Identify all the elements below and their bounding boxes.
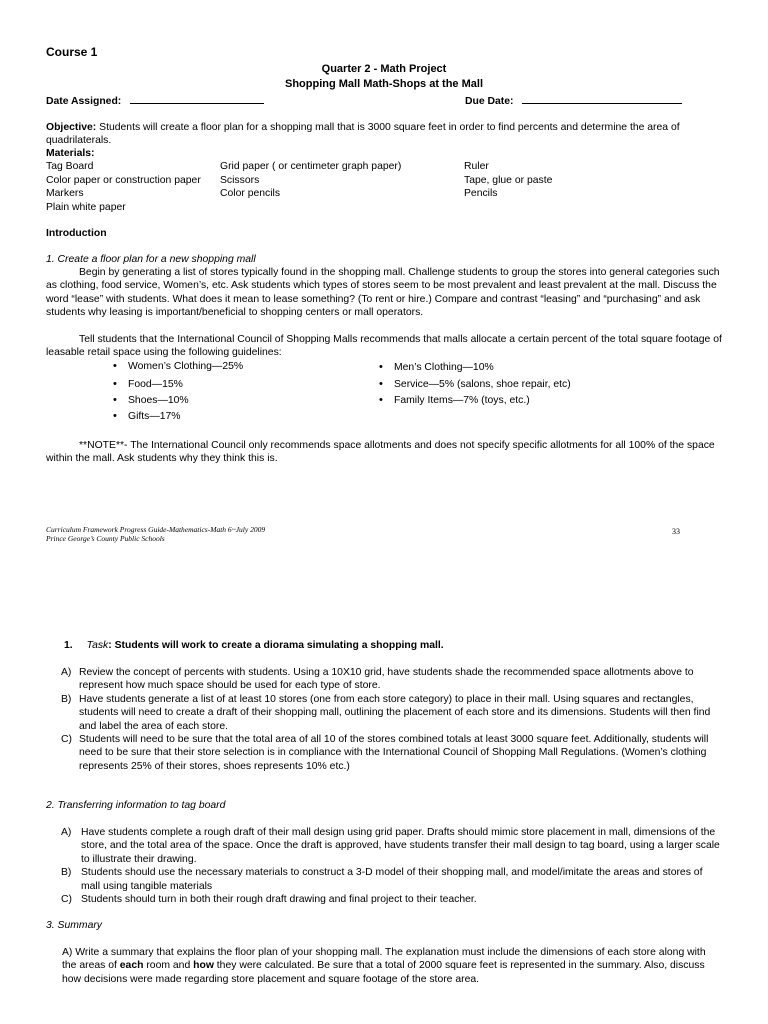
materials-column-2 — [220, 160, 401, 201]
item-letter: B) — [61, 693, 72, 705]
item-text: Students will need to be sure that the total area of all 10 of the stores combined totals at least 3000 square feet. Additionally, students will need to be sure that their store selection is in compliance with the International Council of Shopping Mall Regulations. (Women’s clothing represents 25% of their stores, shoes represents 10% etc.) — [79, 734, 709, 772]
date-assigned-label: Date Assigned: — [46, 96, 122, 107]
guideline-item: • Service—5% (salons, shoe repair, etc) — [394, 378, 571, 391]
course-label: Course 1 — [46, 45, 98, 59]
material-item: Tape, glue or paste — [464, 174, 553, 186]
summary-paragraph — [62, 946, 722, 986]
summary-bold-how: how — [193, 960, 214, 972]
due-date-label: Due Date: — [465, 96, 514, 107]
list-item — [61, 733, 721, 773]
footer-line-2: Prince George’s County Public Schools — [46, 534, 165, 543]
materials-column-1 — [46, 160, 201, 214]
item-text: Have students generate a list of at least 10 stores (one from each store category) to place in their mall. Using squares and rectangles, students will need to create a draft of their shopping mall, outlining the placement of each store and its dimensions. Students will then find and label the area of each store. — [79, 693, 711, 732]
item-text: Have students complete a rough draft of their mall design using grid paper. Drafts should mimic store placement in mall, dimensions of the store, and the total area of the space. Once the draft is approved, have students transfer their mall design to tag board, using a larger scale to illustrate their drawing. — [81, 827, 720, 865]
summary-text-a: A) Write a summary that explains the floor plan of your shopping mall. The explanation must include the dimensions of each store along with the areas of — [62, 947, 706, 972]
material-item: Tag Board — [46, 161, 94, 172]
due-date — [465, 94, 682, 108]
guidelines-paragraph: Tell students that the International Council of Shopping Malls recommends that malls allocate a certain percent of the total square footage of leasable retail space using the following guidelines: — [46, 334, 722, 359]
guideline-item: • Gifts—17% — [128, 410, 181, 423]
transfer-steps — [61, 826, 721, 906]
objective-label: Objective: — [46, 122, 97, 133]
material-item: Ruler — [464, 161, 489, 172]
material-item: Color pencils — [220, 188, 281, 200]
transfer-heading: 2. Transferring information to tag board — [46, 800, 226, 811]
task-number: 1. — [64, 640, 73, 651]
project-subtitle: Shopping Mall Math-Shops at the Mall — [285, 78, 483, 90]
item-text: Students should use the necessary materials to construct a 3-D model of their shopping mall, and model/imitate the areas and stores of mall using tangible materials — [81, 867, 703, 892]
material-item: Markers — [46, 188, 84, 200]
materials-column-3 — [464, 160, 552, 201]
material-item: Color paper or construction paper — [46, 174, 201, 186]
objective — [46, 121, 726, 148]
list-item — [61, 826, 721, 866]
page-number: 33 — [672, 527, 680, 536]
date-assigned-blank — [130, 94, 264, 104]
item-text: Students should turn in both their rough draft drawing and final project to their teacher. — [81, 894, 477, 906]
project-title: Quarter 2 - Math Project — [321, 63, 447, 75]
date-row — [46, 94, 686, 108]
materials-heading: Materials: — [46, 148, 95, 159]
introduction-paragraph: Begin by generating a list of stores typically found in the shopping mall. Challenge students to group the stores into general categories such as clothing, food service, Women’s, etc. Ask students which types of stores seem to be most prevalent and least prevalent at the mall. Discuss the word “lease” with students. What does it mean to lease something? (To rent or hire.) Compare and contrast “leasing” and “purchasing” and ask students why leasing is important/beneficial to shopping centers or mall operators. — [46, 267, 720, 319]
task-text: : Students will work to create a diorama simulating a shopping mall. — [108, 640, 444, 651]
material-item: Scissors — [220, 174, 260, 186]
due-date-blank — [522, 94, 682, 104]
objective-text: Students will create a floor plan for a shopping mall that is 3000 square feet in order to find percents and determine the area of quadrilaterals. — [46, 122, 680, 147]
page-footer — [46, 525, 265, 543]
guideline-item: • Family Items—7% (toys, etc.) — [394, 394, 530, 407]
summary-text-b: room and — [143, 960, 194, 972]
item-letter: A) — [61, 827, 72, 838]
item-letter: C) — [61, 734, 72, 746]
list-item — [61, 693, 721, 733]
guideline-item: • Women’s Clothing—25% — [128, 360, 243, 373]
guideline-item: • Men’s Clothing—10% — [394, 361, 494, 374]
summary-heading: 3. Summary — [46, 920, 103, 931]
item-letter: A) — [61, 667, 72, 678]
note-paragraph: **NOTE**- The International Council only recommends space allotments and does not specify specific allotments for all 100% of the space within the mall. Ask students why they think this is. — [46, 440, 715, 465]
material-item: Pencils — [464, 188, 498, 200]
list-item — [61, 893, 721, 906]
introduction-subheading: 1. Create a floor plan for a new shopping mall — [46, 254, 256, 265]
task-label: Task — [86, 640, 109, 651]
material-item: Grid paper ( or centimeter graph paper) — [220, 161, 402, 172]
summary-text-c: they were calculated. Be sure that a total of 2000 square feet is represented in the summary. Also, discuss how decisions were made regarding store placement and square footage of the store area. — [62, 960, 705, 985]
footer-line-1: Curriculum Framework Progress Guide-Mathematics-Math 6~July 2009 — [46, 525, 266, 534]
introduction-heading: Introduction — [46, 228, 107, 239]
material-item: Plain white paper — [46, 201, 126, 213]
guideline-item: • Shoes—10% — [128, 394, 189, 407]
task-heading — [64, 639, 444, 652]
task-steps — [61, 666, 721, 773]
list-item — [61, 866, 721, 893]
item-text: Review the concept of percents with students. Using a 10X10 grid, have students shade the recommended space allotments above to represent how much space should be used for each type of store. — [79, 667, 694, 692]
guideline-item: • Food—15% — [128, 378, 183, 391]
item-letter: B) — [61, 867, 72, 879]
item-letter: C) — [61, 894, 72, 906]
summary-bold-each: each — [119, 960, 144, 972]
list-item — [61, 666, 721, 693]
